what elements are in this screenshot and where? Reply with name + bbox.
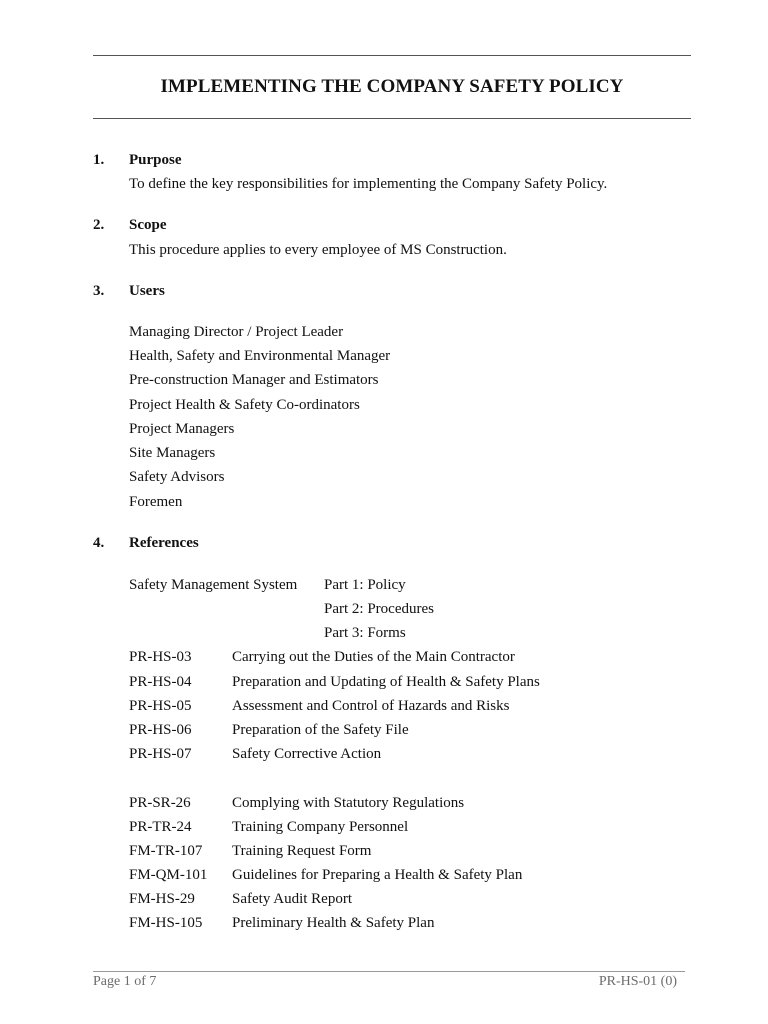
section-4-heading: References: [129, 535, 199, 551]
reference-code: PR-HS-04: [129, 674, 192, 690]
document-title: IMPLEMENTING THE COMPANY SAFETY POLICY: [160, 76, 624, 97]
sms-part: Part 2: Procedures: [324, 601, 434, 617]
users-list-item: Project Health & Safety Co-ordinators: [129, 397, 360, 413]
users-list-item: Managing Director / Project Leader: [129, 324, 344, 340]
reference-title: Preparation and Updating of Health & Safety Plans: [232, 674, 540, 690]
section-2-number: 2.: [93, 217, 105, 233]
section-3-heading: Users: [129, 283, 165, 299]
page-number: Page 1 of 7: [93, 974, 157, 989]
section-2-text: This procedure applies to every employee of MS Construction.: [129, 242, 507, 258]
reference-title: Carrying out the Duties of the Main Contractor: [232, 649, 515, 665]
reference-title: Training Company Personnel: [232, 819, 409, 835]
users-list-item: Health, Safety and Environmental Manager: [129, 348, 391, 364]
sms-part: Part 1: Policy: [324, 577, 406, 593]
reference-title: Preparation of the Safety File: [232, 722, 409, 738]
document-code: PR-HS-01 (0): [598, 974, 677, 989]
reference-code: PR-HS-03: [129, 649, 192, 665]
reference-title: Training Request Form: [232, 843, 372, 859]
section-1-heading: Purpose: [129, 152, 182, 168]
footer-rule: [93, 971, 685, 972]
section-3-number: 3.: [93, 283, 105, 299]
users-list-item: Foremen: [129, 494, 183, 510]
reference-title: Preliminary Health & Safety Plan: [232, 915, 435, 931]
users-list-item: Site Managers: [129, 445, 216, 461]
sms-part: Part 3: Forms: [324, 625, 406, 641]
reference-code: PR-SR-26: [129, 795, 191, 811]
reference-code: FM-HS-29: [129, 891, 195, 907]
reference-code: PR-HS-06: [129, 722, 192, 738]
reference-title: Guidelines for Preparing a Health & Safety Plan: [232, 867, 523, 883]
users-list-item: Project Managers: [129, 421, 235, 437]
reference-code: PR-TR-24: [129, 819, 192, 835]
section-2-heading: Scope: [129, 217, 167, 233]
reference-title: Safety Corrective Action: [232, 746, 382, 762]
reference-title: Safety Audit Report: [232, 891, 352, 907]
section-1-number: 1.: [93, 152, 105, 168]
section-4-number: 4.: [93, 535, 105, 551]
sms-label: Safety Management System: [129, 577, 298, 593]
section-1-text: To define the key responsibilities for implementing the Company Safety Policy.: [129, 176, 608, 192]
reference-code: PR-HS-07: [129, 746, 192, 762]
reference-code: FM-QM-101: [129, 867, 208, 883]
reference-code: FM-HS-105: [129, 915, 203, 931]
users-list-item: Pre-construction Manager and Estimators: [129, 372, 379, 388]
reference-title: Assessment and Control of Hazards and Risks: [232, 698, 510, 714]
reference-title: Complying with Statutory Regulations: [232, 795, 465, 811]
users-list-item: Safety Advisors: [129, 469, 225, 485]
reference-code: PR-HS-05: [129, 698, 192, 714]
title-underline-rule: [93, 118, 691, 119]
top-rule: [93, 55, 691, 56]
reference-code: FM-TR-107: [129, 843, 203, 859]
